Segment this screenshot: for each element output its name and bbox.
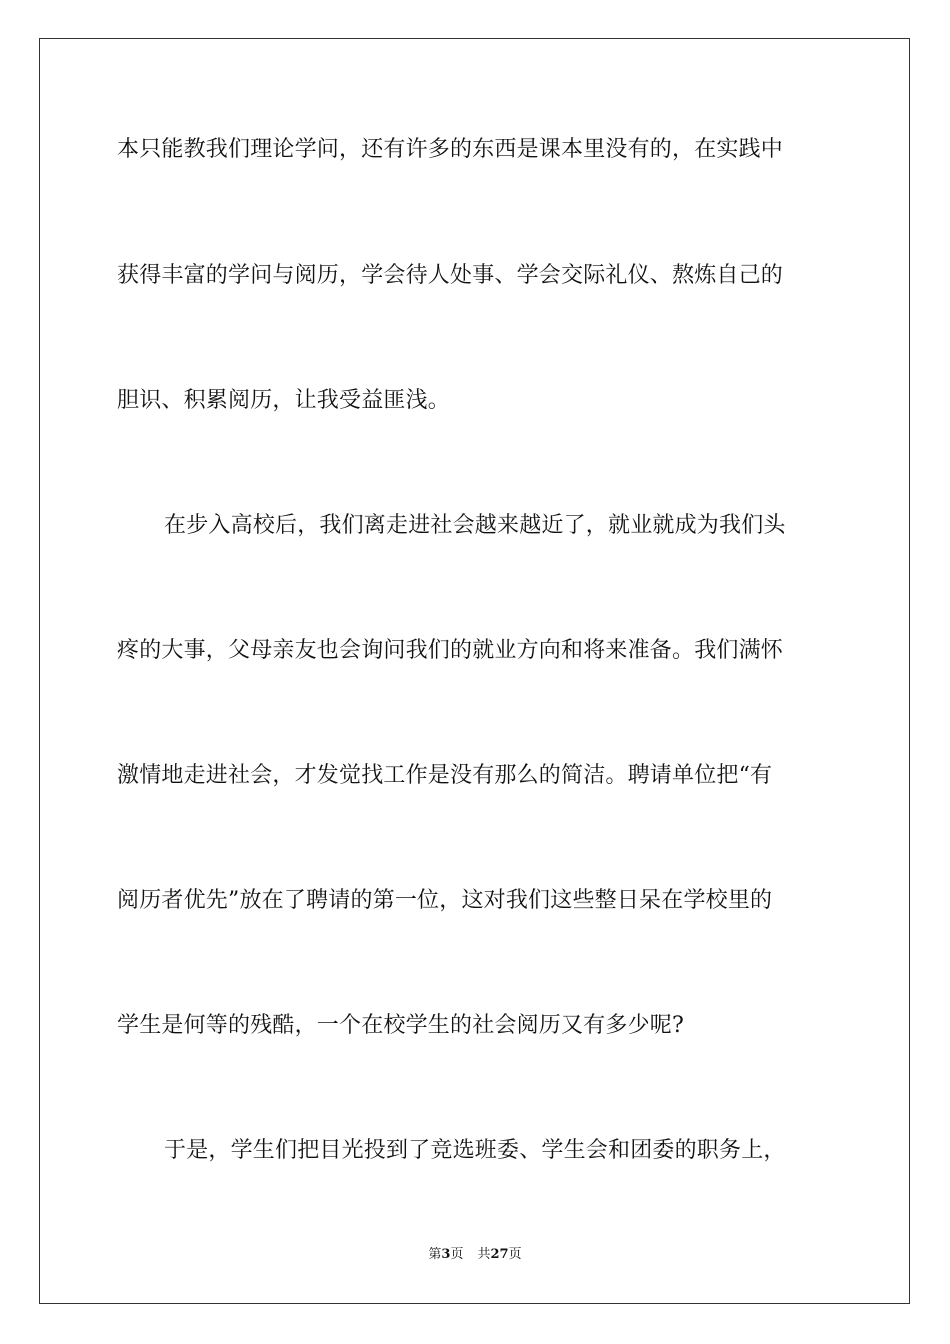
total-pages: 27 (490, 1247, 509, 1262)
body-text-line: 本只能教我们理论学问，还有许多的东西是课本里没有的，在实践中 (117, 137, 784, 162)
page-footer (0, 1246, 950, 1264)
body-text-line: 胆识、积累阅历，让我受益匪浅。 (117, 388, 451, 413)
page-label-suffix: 页 (450, 1247, 464, 1262)
total-label-suffix: 页 (508, 1247, 522, 1262)
body-text-line: 疼的大事，父母亲友也会询问我们的就业方向和将来准备。我们满怀 (117, 638, 784, 663)
body-text-line: 学生是何等的残酷，一个在校学生的社会阅历又有多少呢? (117, 1013, 684, 1038)
page-number: 3 (441, 1247, 451, 1262)
page-label-prefix: 第 (428, 1247, 442, 1262)
paragraph-first-line: 在步入高校后，我们离走进社会越来越近了，就业就成为我们头 (164, 513, 786, 538)
paragraph-first-line: 于是，学生们把目光投到了竞选班委、学生会和团委的职务上， (164, 1138, 786, 1163)
body-text-line: 激情地走进社会，才发觉找工作是没有那么的简洁。聘请单位把“有 (117, 763, 773, 788)
page-frame (39, 38, 910, 1304)
total-label-prefix: 共 (477, 1247, 491, 1262)
body-text-line: 阅历者优先”放在了聘请的第一位，这对我们这些整日呆在学校里的 (117, 888, 773, 913)
body-text-line: 获得丰富的学问与阅历，学会待人处事、学会交际礼仪、熬炼自己的 (117, 263, 784, 288)
